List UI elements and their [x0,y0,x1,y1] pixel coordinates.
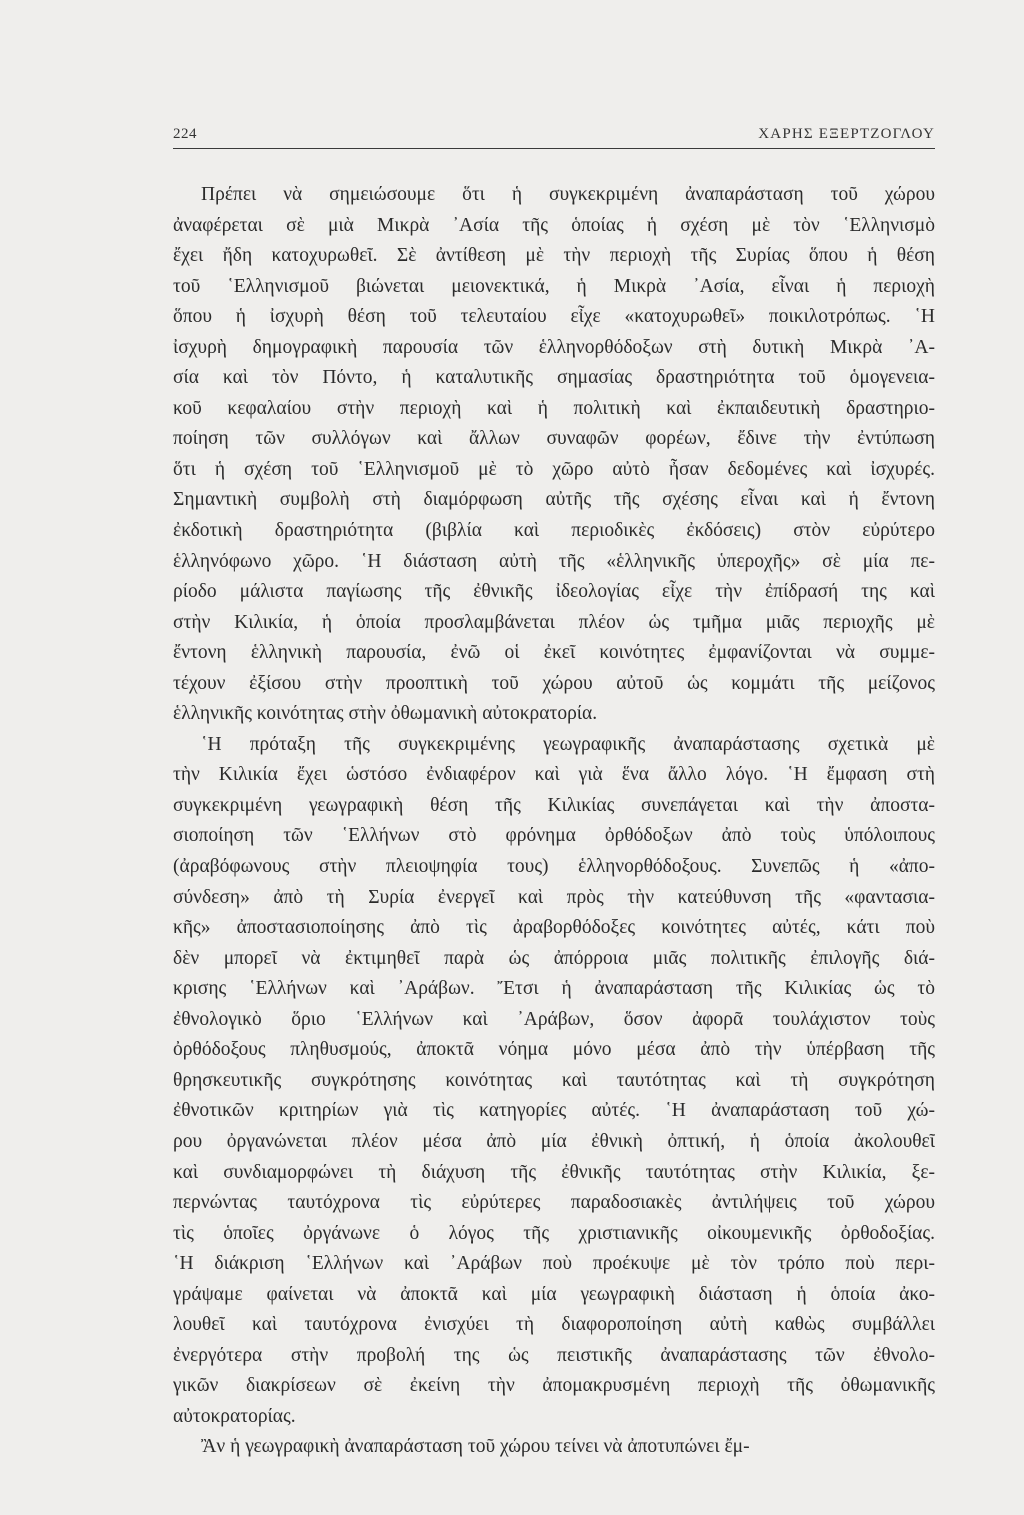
text-line: (ἀραβόφωνους στὴν πλειοψηφία τους) ἑλληνορθόδοξους. Συνεπῶς ἡ «ἀπο- [173,856,935,878]
text-line: Πρέπει νὰ σημειώσουμε ὅτι ἡ συγκεκριμένη ἀναπαράσταση τοῦ χώρου [201,184,935,205]
text-line: γικῶν διακρίσεων σὲ ἐκείνη τὴν ἀπομακρυσμένη περιοχὴ τῆς ὀθωμανικῆς [173,1375,935,1397]
text-line: κρισης ῾Ελλήνων καὶ ᾿Αράβων. Ἔτσι ἡ ἀναπαράσταση τῆς Κιλικίας ὡς τὸ [173,978,935,1000]
text-line: τὴν Κιλικία ἔχει ὡστόσο ἐνδιαφέρον καὶ γιὰ ἕνα ἄλλο λόγο. ῾Η ἔμφαση στὴ [173,764,935,786]
text-line: ἔχει ἤδη κατοχυρωθεῖ. Σὲ ἀντίθεση μὲ τὴν περιοχὴ τῆς Συρίας ὅπου ἡ θέση [173,245,935,267]
text-line: γράψαμε φαίνεται νὰ ἀποκτᾶ καὶ μία γεωγραφικὴ διάσταση ἡ ὁποία ἀκο- [173,1283,935,1305]
text-line: ἐνεργότερα στὴν προβολή της ὡς πειστικῆς ἀναπαράστασης τῶν ἐθνολο- [173,1344,935,1366]
text-line: στὴν Κιλικία, ἡ ὁποία προσλαμβάνεται πλέον ὡς τμῆμα μιᾶς περιοχῆς μὲ [173,611,935,633]
paragraph [173,730,935,1433]
text-line: κοῦ κεφαλαίου στὴν περιοχὴ καὶ ἡ πολιτικὴ καὶ ἐκπαιδευτικὴ δραστηριο- [173,397,935,419]
paragraph [173,1432,935,1463]
text-line: ὀρθόδοξους πληθυσμούς, ἀποκτᾶ νόημα μόνο μέσα ἀπὸ τὴν ὑπέρβαση τῆς [173,1039,935,1061]
text-line: δὲν μπορεῖ νὰ ἐκτιμηθεῖ παρὰ ὡς ἀπόρροια μιᾶς πολιτικῆς ἐπιλογῆς διά- [173,947,935,969]
text-line: σιοποίηση τῶν ῾Ελλήνων στὸ φρόνημα ὀρθόδοξων ἀπὸ τοὺς ὑπόλοιπους [173,825,935,847]
text-line: αὐτοκρατορίας. [173,1405,296,1427]
text-line: ἐθνοτικῶν κριτηρίων γιὰ τὶς κατηγορίες αὐτές. ῾Η ἀναπαράσταση τοῦ χώ- [173,1100,935,1122]
text-line: ρίοδο μάλιστα παγίωσης τῆς ἐθνικῆς ἰδεολογίας εἶχε τὴν ἐπίδρασή της καὶ [173,581,935,603]
text-line: ἰσχυρὴ δημογραφικὴ παρουσία τῶν ἑλληνορθόδοξων στὴ δυτικὴ Μικρὰ ᾿Α- [173,336,935,358]
text-line: ἑλληνικῆς κοινότητας στὴν ὀθωμανικὴ αὐτοκρατορία. [173,703,598,725]
body-text [173,180,935,1463]
text-line: ῾Η πρόταξη τῆς συγκεκριμένης γεωγραφικῆς ἀναπαράστασης σχετικὰ μὲ [201,733,935,755]
text-line: ὅτι ἡ σχέση τοῦ ῾Ελληνισμοῦ μὲ τὸ χῶρο αὐτὸ ἦσαν δεδομένες καὶ ἰσχυρές. [173,458,935,480]
text-line: περνώντας ταυτόχρονα τὶς εὐρύτερες παραδοσιακὲς ἀντιλήψεις τοῦ χώρου [173,1192,935,1214]
text-line: ἑλληνόφωνο χῶρο. ῾Η διάσταση αὐτὴ τῆς «ἑλληνικῆς ὑπεροχῆς» σὲ μία πε- [173,550,935,572]
text-line: ἐθνολογικὸ ὅριο ῾Ελλήνων καὶ ᾿Αράβων, ὅσον ἀφορᾶ τουλάχιστον τοὺς [173,1008,935,1030]
page-number: 224 [173,126,197,142]
text-line: σία καὶ τὸν Πόντο, ἡ καταλυτικῆς σημασίας δραστηριότητα τοῦ ὁμογενεια- [173,367,935,389]
text-line: καὶ συνδιαμορφώνει τὴ διάχυση τῆς ἐθνικῆς ταυτότητας στὴν Κιλικία, ξε- [173,1161,935,1183]
text-line: ἀναφέρεται σὲ μιὰ Μικρὰ ᾿Ασία τῆς ὁποίας ἡ σχέση μὲ τὸν ῾Ελληνισμὸ [173,214,935,236]
text-line: ἐκδοτικὴ δραστηριότητα (βιβλία καὶ περιοδικὲς ἐκδόσεις) στὸν εὐρύτερο [173,520,935,542]
text-line: ρου ὀργανώνεται πλέον μέσα ἀπὸ μία ἐθνικὴ ὀπτική, ἡ ὁποία ἀκολουθεῖ [173,1130,935,1152]
text-line: σύνδεση» ἀπὸ τὴ Συρία ἐνεργεῖ καὶ πρὸς τὴν κατεύθυνση τῆς «φαντασια- [173,886,935,908]
text-line: Ἂν ἡ γεωγραφικὴ ἀναπαράσταση τοῦ χώρου τείνει νὰ ἀποτυπώνει ἔμ- [201,1436,750,1458]
text-line: ὅπου ἡ ἰσχυρὴ θέση τοῦ τελευταίου εἶχε «κατοχυρωθεῖ» ποικιλοτρόπως. ῾Η [173,306,935,328]
text-line: θρησκευτικῆς συγκρότησης κοινότητας καὶ ταυτότητας καὶ τὴ συγκρότηση [173,1069,935,1091]
text-line: κῆς» ἀποστασιοποίησης ἀπὸ τὶς ἀραβορθόδοξες κοινότητες αὐτές, κάτι ποὺ [173,917,935,939]
text-line: ποίηση τῶν συλλόγων καὶ ἄλλων συναφῶν φορέων, ἔδινε τὴν ἐντύπωση [173,428,935,450]
text-line: ἔντονη ἑλληνικὴ παρουσία, ἐνῶ οἱ ἐκεῖ κοινότητες ἐμφανίζονται νὰ συμμε- [173,642,935,664]
text-line: συγκεκριμένη γεωγραφικὴ θέση τῆς Κιλικίας συνεπάγεται καὶ τὴν ἀποστα- [173,794,935,816]
running-author: ΧΑΡΗΣ ΕΞΕΡΤΖΟΓΛΟΥ [758,126,935,142]
text-line: τέχουν ἐξίσου στὴν προοπτικὴ τοῦ χώρου αὐτοῦ ὡς κομμάτι τῆς μείζονος [173,672,935,694]
text-line: λουθεῖ καὶ ταυτόχρονα ἐνισχύει τὴ διαφοροποίηση αὐτὴ καθὼς συμβάλλει [173,1314,935,1336]
text-line: τὶς ὁποῖες ὀργάνωνε ὁ λόγος τῆς χριστιανικῆς οἰκουμενικῆς ὀρθοδοξίας. [173,1222,935,1244]
text-line: ῾Η διάκριση ῾Ελλήνων καὶ ᾿Αράβων ποὺ προέκυψε μὲ τὸν τρόπο ποὺ περι- [173,1253,935,1275]
text-line: τοῦ ῾Ελληνισμοῦ βιώνεται μειονεκτικά, ἡ Μικρὰ ᾿Ασία, εἶναι ἡ περιοχὴ [173,275,935,297]
text-line: Σημαντικὴ συμβολὴ στὴ διαμόρφωση αὐτῆς τῆς σχέσης εἶναι καὶ ἡ ἔντονη [173,489,935,511]
running-header [173,122,935,149]
paragraph [173,180,935,730]
